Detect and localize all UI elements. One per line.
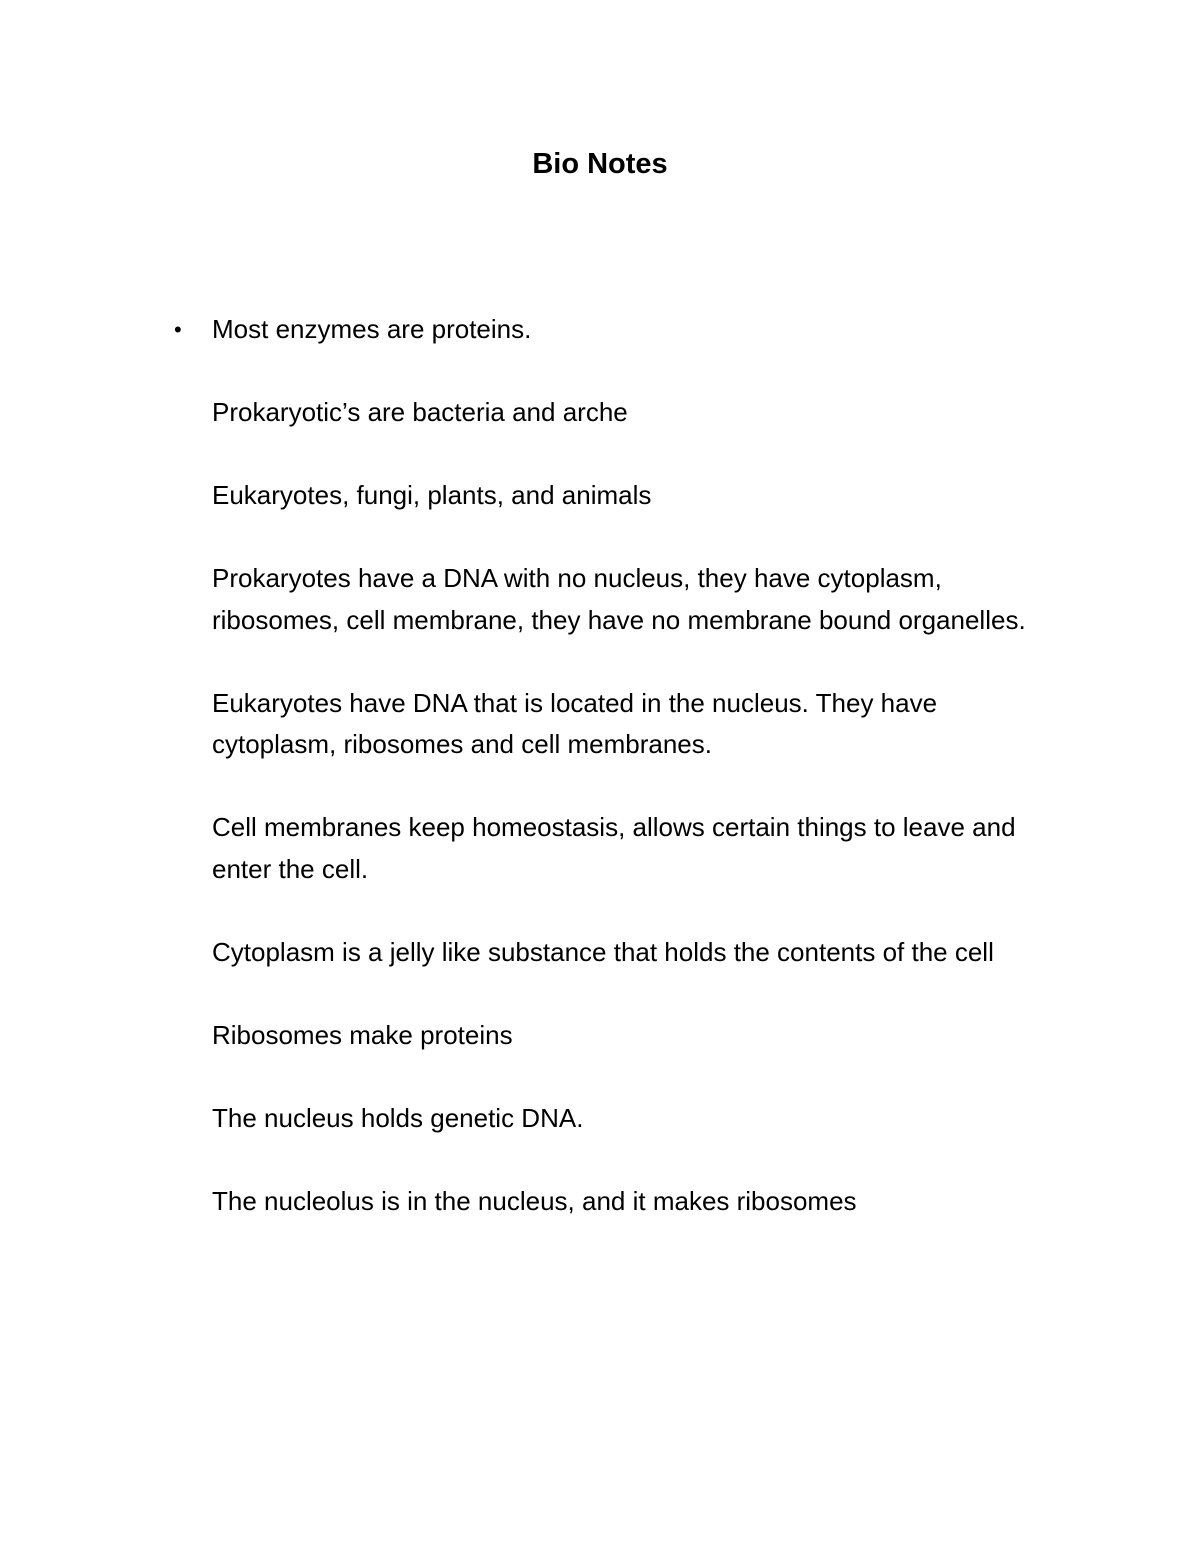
note-paragraph [174, 309, 1062, 351]
note-text: Most enzymes are proteins. [212, 314, 532, 344]
note-text: Cell membranes keep homeostasis, allows certain things to leave and enter the cell. [212, 812, 1016, 884]
note-text: Ribosomes make proteins [212, 1019, 513, 1050]
note-paragraph [212, 807, 1062, 890]
note-paragraph [212, 683, 1062, 766]
note-text: Prokaryotes have a DNA with no nucleus, they have cytoplasm, ribosomes, cell membrane, they have no membrane bound organelles. [212, 563, 1026, 635]
note-paragraph [212, 932, 1062, 974]
note-text: The nucleolus is in the nucleus, and it makes ribosomes [212, 1185, 857, 1216]
page-title: Bio Notes [532, 148, 668, 180]
note-paragraph [212, 558, 1062, 641]
note-paragraph [212, 1181, 1062, 1223]
bullet-icon: • [174, 317, 182, 342]
note-text: The nucleus holds genetic DNA. [212, 1102, 584, 1133]
note-paragraph [212, 475, 1062, 517]
note-paragraph [212, 1015, 1062, 1057]
note-text: Eukaryotes have DNA that is located in the nucleus. They have cytoplasm, ribosomes and cell membranes. [212, 687, 938, 759]
note-text: Cytoplasm is a jelly like substance that holds the contents of the cell [212, 936, 994, 967]
note-paragraph [212, 392, 1062, 434]
note-paragraph [212, 1098, 1062, 1140]
note-text: Eukaryotes, fungi, plants, and animals [212, 480, 652, 510]
note-text: Prokaryotic’s are bacteria and arche [212, 397, 628, 427]
notes-list [174, 309, 1062, 1264]
